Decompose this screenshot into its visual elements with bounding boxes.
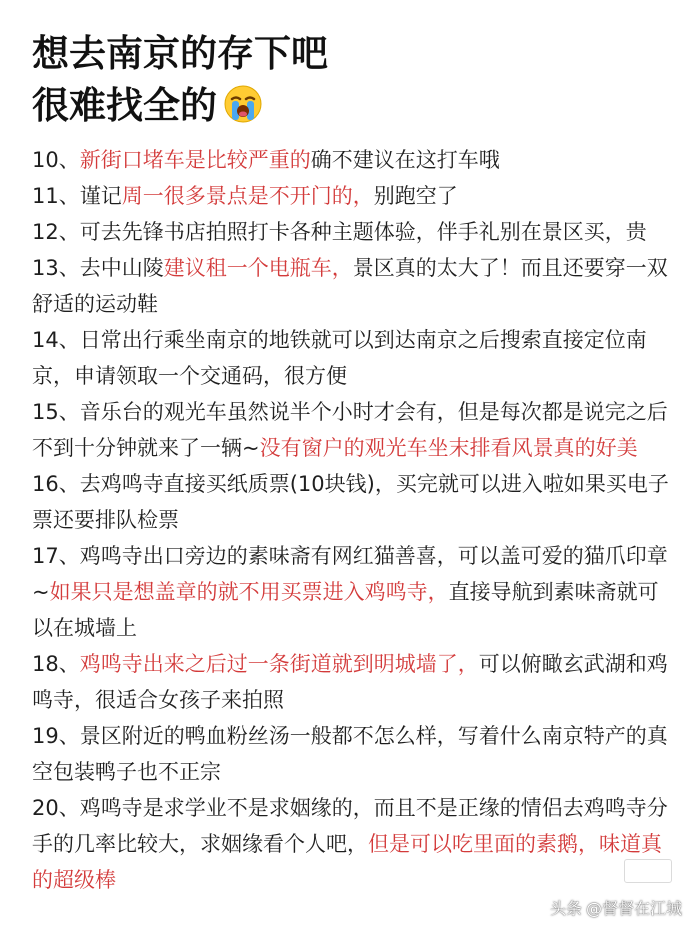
tip-text: 鸡鸣寺出口旁边的素味斋有网红猫善喜，可以盖可爱的猫爪印章~ (32, 544, 668, 604)
watermark-handle: @督督在江城 (585, 899, 682, 918)
tip-number: 20、 (32, 796, 80, 820)
tip-text: 别跑空了 (373, 184, 458, 208)
page-title-line-2 (32, 80, 672, 138)
tip-highlight-text: 但是可以吃里面的素鹅，味道真的超级棒 (32, 832, 662, 892)
tip-highlight-text: 没有窗户的观光车坐末排看风景真的好美 (259, 436, 638, 460)
tip-number: 10、 (32, 148, 80, 172)
page-title-line-2-text: 很难找全的 (32, 84, 217, 127)
tip-text: 确不建议在这打车哦 (310, 148, 500, 172)
tip-number: 15、 (32, 400, 80, 424)
tip-highlight-text: 鸡鸣寺出来之后过一条街道就到明城墙了， (79, 652, 479, 676)
tip-number: 13、 (32, 256, 80, 280)
watermark-prefix: 头条 (549, 899, 582, 918)
tip-text: 日常出行乘坐南京的地铁就可以到达南京之后搜索直接定位南京，申请领取一个交通码，很方便 (32, 328, 647, 388)
tip-highlight-text: 周一很多景点是不开门的， (121, 184, 374, 208)
tip-text: 音乐台的观光车虽然说半个小时才会有，但是每次都是说完之后不到十分钟就来了一辆~ (32, 400, 668, 460)
tip-text: 可以俯瞰玄武湖和鸡鸣寺，很适合女孩子来拍照 (32, 652, 668, 712)
tip-number: 19、 (32, 724, 80, 748)
tip-text: 谨记 (79, 184, 122, 208)
tip-number: 17、 (32, 544, 80, 568)
tip-item (32, 394, 672, 466)
tip-number: 11、 (32, 184, 80, 208)
tip-highlight-text: 新街口堵车是比较严重的 (79, 148, 311, 172)
tip-item (32, 250, 672, 322)
loudly-crying-face-icon (223, 84, 263, 138)
tip-item (32, 466, 672, 538)
title-block (32, 28, 672, 138)
tip-number: 16、 (32, 472, 80, 496)
tip-text: 去鸡鸣寺直接买纸质票(10块钱)，买完就可以进入啦如果买电子票还要排队检票 (32, 472, 669, 532)
tip-item (32, 718, 672, 790)
tip-text: 直接导航到素味斋就可以在城墙上 (32, 580, 659, 640)
tip-item (32, 322, 672, 394)
tip-highlight-text: 建议租一个电瓶车， (163, 256, 353, 280)
tip-item (32, 214, 672, 250)
tip-item (32, 142, 672, 178)
watermark-stamp (624, 859, 672, 883)
tip-number: 12、 (32, 220, 80, 244)
tip-text: 景区真的太大了！而且还要穿一双舒适的运动鞋 (32, 256, 668, 316)
tip-highlight-text: 如果只是想盖章的就不用买票进入鸡鸣寺， (49, 580, 449, 604)
watermark (550, 896, 682, 919)
tip-text: 去中山陵 (79, 256, 164, 280)
tip-item (32, 790, 672, 898)
tips-list (32, 142, 672, 898)
page-title-line-1: 想去南京的存下吧 (32, 32, 328, 75)
tip-item (32, 178, 672, 214)
tip-number: 18、 (32, 652, 80, 676)
tip-item (32, 538, 672, 646)
tip-text: 景区附近的鸭血粉丝汤一般都不怎么样，写着什么南京特产的真空包装鸭子也不正宗 (32, 724, 668, 784)
tip-text: 鸡鸣寺是求学业不是求姻缘的，而且不是正缘的情侣去鸡鸣寺分手的几率比较大，求姻缘看个人吧， (32, 796, 668, 856)
tip-number: 14、 (32, 328, 80, 352)
tip-item (32, 646, 672, 718)
tip-text: 可去先锋书店拍照打卡各种主题体验，伴手礼别在景区买，贵 (79, 220, 647, 244)
